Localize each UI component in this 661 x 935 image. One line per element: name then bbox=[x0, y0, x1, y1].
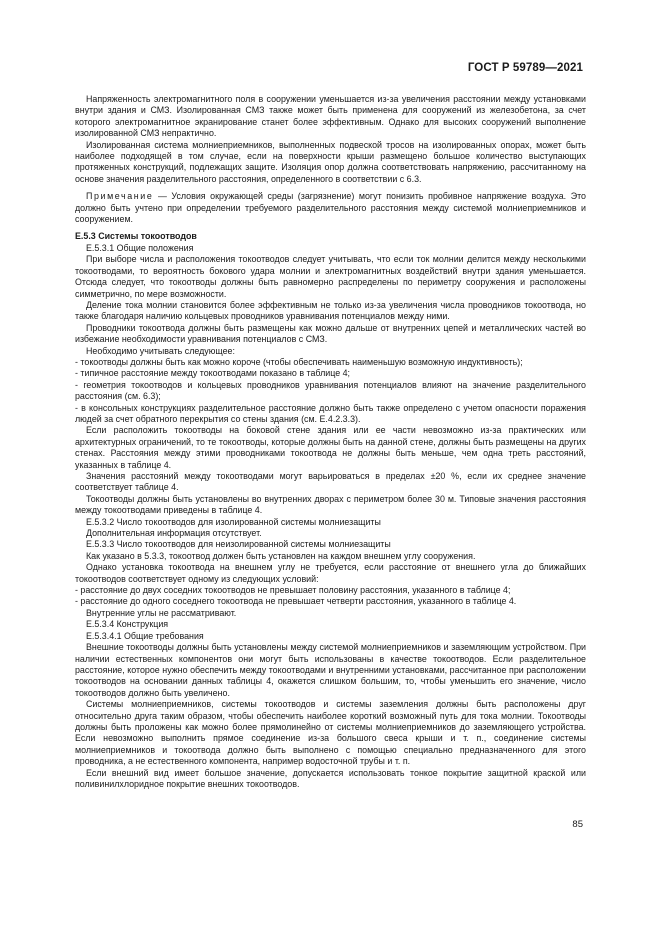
paragraph: Е.5.3.3 Число токоотводов для неизолированной системы молниезащиты bbox=[86, 539, 391, 550]
paragraph: Внутренние углы не рассматривают. bbox=[86, 607, 237, 618]
paragraph: Внешние токоотводы должны быть установлены между системой молниеприемников и заземляющим устройством. При наличии естественных компонентов они могут быть использованы в качестве токоотводов. Если разделительное расстояние, которое нужно обеспечить между токоотводами и внутренними установками, рассчитанное при расположении токоотводов на основании данных таблицы 4, окажется слишком большим, то, чтобы уменьшить его значение, число токоотводов должно быть увеличено. bbox=[75, 642, 586, 698]
list-item: - токоотводы должны быть как можно короче (чтобы обеспечивать наименьшую возможную индуктивность); bbox=[75, 356, 523, 367]
paragraph: Системы молниеприемников, системы токоотводов и системы заземления должны быть расположены друг относительно друга таким образом, чтобы обеспечить наиболее короткий возможный путь для тока молнии. Токоотводы должны быть проложены как можно более прямолинейно от системы молниеприемников до заземляющего устройства. Если невозможно выполнить прямое соединение из-за большого свеса крыши и т. п., соединение системы молниеприемников и токоотвода должно быть выполнено с помощью специально предназначенного для этого проводника, а не естественного компонента, например водосточной трубы и т. п. bbox=[75, 699, 586, 767]
paragraph: Если расположить токоотводы на боковой стене здания или ее части невозможно из-за практических или архитектурных ограничений, то те токоотводы, которые должны быть на данной стене, должны быть размещены на других стенах. Расстояния между этими проводниками токоотвода не должны быть меньше, чем одна треть расстояний, указанных в таблице 4. bbox=[75, 425, 586, 470]
paragraph: Напряженность электромагнитного поля в сооружении уменьшается из-за увеличения расстоянии между установками внутри здания и СМЗ. Изолированная СМЗ также может быть применена для сооружений из железобетона, за счет которого электромагнитное экранирование станет более эффективным. Однако для высоких сооружений выполнение изолированной СМЗ непрактично. bbox=[75, 94, 586, 139]
paragraph: Если внешний вид имеет большое значение, допускается использовать тонкое покрытие защитной краской или поливинилхлоридное покрытие внешних токоотводов. bbox=[75, 767, 586, 789]
paragraph: Е.5.3.4 Конструкция bbox=[86, 619, 169, 630]
paragraph: Однако установка токоотвода на внешнем углу не требуется, если расстояние от внешнего угла до ближайших токоотводов соответствует одному из следующих условий: bbox=[75, 562, 586, 584]
list-item: - расстояние до двух соседних токоотводов не превышает половину расстояния, указанного в таблице 4; bbox=[75, 585, 511, 596]
section-heading: Е.5.3 Системы токоотводов bbox=[75, 231, 197, 242]
note bbox=[75, 191, 586, 225]
page-number: 85 bbox=[572, 819, 583, 830]
list-item: - геометрия токоотводов и кольцевых проводников уравнивания потенциалов влияют на значение разделительного расстояния (см. 6.3); bbox=[75, 379, 586, 402]
paragraph: Необходимо учитывать следующее: bbox=[86, 345, 235, 356]
section-content bbox=[75, 243, 586, 791]
paragraph: При выборе числа и расположения токоотводов следует учитывать, что если ток молнии делится между несколькими токоотводами, то вероятность бокового удара молнии и электромагнитных воздействий внутри здания уменьшается. Отсюда следует, что токоотводы должны быть равномерно распределены по периметру сооружения и расположены симметрично, по мере возможности. bbox=[75, 254, 586, 299]
list-item: - в консольных конструкциях разделительное расстояние должно быть также определено с учетом опасности поражения людей за счет обратного перекрытия со стены здания (см. Е.4.2.3.3). bbox=[75, 402, 586, 424]
paragraph: Деление тока молнии становится более эффективным не только из-за увеличения числа проводников токоотвода, но также благодаря наличию кольцевых проводников уравнивания потенциалов между ними. bbox=[75, 299, 586, 322]
paragraph: Е.5.3.4.1 Общие требования bbox=[86, 630, 204, 641]
paragraph: Токоотводы должны быть установлены во внутренних дворах с периметром более 30 м. Типовые значения расстояния между токоотводами приведены в таблице 4. bbox=[75, 493, 586, 516]
list-item: - расстояние до одного соседнего токоотвода не превышает четверти расстояния, указанного в таблице 4. bbox=[75, 596, 517, 607]
paragraph: Е.5.3.1 Общие положения bbox=[86, 242, 194, 253]
paragraph: Дополнительная информация отсутствует. bbox=[86, 528, 262, 539]
paragraph: Е.5.3.2 Число токоотводов для изолированной системы молниезащиты bbox=[86, 516, 381, 527]
paragraph: Как указано в 5.3.3, токоотвод должен быть установлен на каждом внешнем углу сооружения. bbox=[86, 550, 476, 561]
document-standard-id: ГОСТ Р 59789—2021 bbox=[467, 62, 583, 74]
paragraph: Проводники токоотвода должны быть размещены как можно дальше от внутренних цепей и металлических частей во избежание необходимости уравнивания потенциалов с СМЗ. bbox=[75, 322, 586, 345]
paragraph: Значения расстояний между токоотводами могут варьироваться в пределах ±20 %, если их среднее значение соответствует таблице 4. bbox=[75, 471, 586, 493]
note-text: — Условия окружающей среды (загрязнение) могут понизить пробивное напряжение воздуха. Это должно быть учтено при определении требуемого разделительного расстояния между системой молниеприемников и сооружением. bbox=[75, 191, 586, 225]
paragraph: Изолированная система молниеприемников, выполненных подвеской тросов на изолированных опорах, может быть наиболее подходящей в том случае, если на поверхности крыши размещено большое количество выступающих протяженных конструкций, подлежащих защите. Изоляция опор должна соответствовать напряжению, рассчитанному на основе значения разделительного расстояния, определенного в соответствии с 6.3. bbox=[75, 139, 586, 184]
note-label: Примечание bbox=[86, 191, 154, 202]
list-item: - типичное расстояние между токоотводами показано в таблице 4; bbox=[75, 368, 351, 379]
document-body bbox=[75, 94, 586, 790]
